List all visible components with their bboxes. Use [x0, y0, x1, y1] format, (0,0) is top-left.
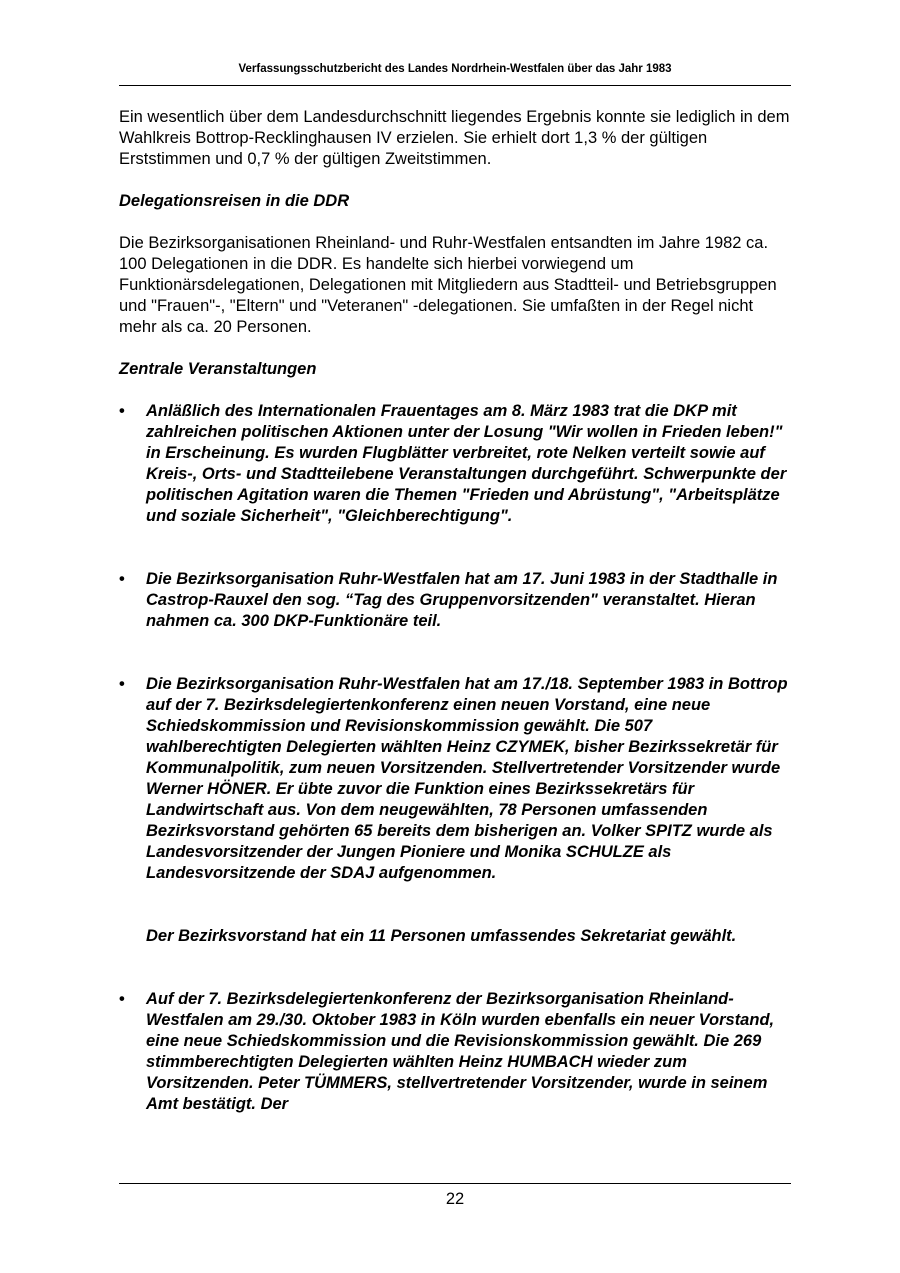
bullet-marker: •: [119, 675, 125, 693]
list-item: [119, 401, 791, 527]
list-item: [119, 569, 791, 632]
list-item: [119, 989, 791, 1115]
bullet-marker: •: [119, 570, 125, 588]
bullet-marker: •: [119, 990, 125, 1008]
delegationsreisen-paragraph: Die Bezirksorganisationen Rheinland- und Ruhr-Westfalen entsandten im Jahre 1982 ca. 100 Delegationen in die DDR. Es handelte sich hierbei vorwiegend um Funktionärsdelegationen, Delegationen mit Mitgliedern aus Stadtteil- und Betriebsgruppen und "Frauen"-, "Eltern" und "Veteranen" -delegationen. Sie umfaßten in der Regel nicht mehr als ca. 20 Personen.: [119, 234, 777, 336]
footer-divider: [119, 1183, 791, 1184]
bullet-text: Anläßlich des Internationalen Frauentages am 8. März 1983 trat die DKP mit zahlreichen politischen Aktionen unter der Losung "Wir wollen in Frieden leben!" in Erscheinung. Es wurden Flugblätter verbreitet, rote Nelken verteilt sowie auf Kreis-, Orts- und Stadtteilebene Veranstaltungen durchgeführt. Schwerpunkte der politischen Agitation waren die Themen "Frieden und Abrüstung", "Arbeitsplätze und soziale Sicherheit", "Gleichberechtigung".: [146, 402, 787, 525]
page-content: [119, 107, 791, 1115]
bullet-text: Die Bezirksorganisation Ruhr-Westfalen hat am 17. Juni 1983 in der Stadthalle in Castrop-Rauxel den sog. “Tag des Gruppenvorsitzenden" veranstaltet. Hieran nahmen ca. 300 DKP-Funktionäre teil.: [146, 570, 778, 630]
running-header: Verfassungsschutzbericht des Landes Nordrhein-Westfalen über das Jahr 1983: [238, 63, 672, 75]
section-heading-delegationsreisen: Delegationsreisen in die DDR: [119, 192, 350, 210]
intro-paragraph: Ein wesentlich über dem Landesdurchschnitt liegendes Ergebnis konnte sie lediglich in dem Wahlkreis Bottrop-Recklinghausen IV erzielen. Sie erhielt dort 1,3 % der gültigen Erststimmen und 0,7 % der gültigen Zweitstimmen.: [119, 108, 790, 168]
bullet-text: Auf der 7. Bezirksdelegiertenkonferenz der Bezirksorganisation Rheinland-Westfalen am 29./30. Oktober 1983 in Köln wurden ebenfalls ein neuer Vorstand, eine neue Schiedskommission und die Revisionskommission gewählt. Die 269 stimmberechtigten Delegierten wählten Heinz HUMBACH wieder zum Vorsitzenden. Peter TÜMMERS, stellvertretender Vorsitzender, wurde in seinem Amt bestätigt. Der: [146, 990, 775, 1113]
list-item: [119, 674, 791, 884]
page-number: 22: [445, 1190, 465, 1208]
bullet-text: Die Bezirksorganisation Ruhr-Westfalen hat am 17./18. September 1983 in Bottrop auf der 7. Bezirksdelegiertenkonferenz einen neuen Vorstand, eine neue Schiedskommission und Revisionskommission gewählt. Die 507 wahlberechtigten Delegierten wählten Heinz CZYMEK, bisher Bezirkssekretär für Kommunalpolitik, zum neuen Vorsitzenden. Stellvertretender Vorsitzender wurde Werner HÖNER. Er übte zuvor die Funktion eines Bezirkssekretärs für Landwirtschaft aus. Von dem neugewählten, 78 Personen umfassenden Bezirksvorstand gehörten 65 bereits dem bisherigen an. Volker SPITZ wurde als Landesvorsitzender der Jungen Pioniere und Monika SCHULZE als Landesvorsitzende der SDAJ aufgenommen.: [146, 675, 788, 882]
bullet-marker: •: [119, 402, 125, 420]
header-divider: [119, 85, 791, 86]
section-heading-veranstaltungen: Zentrale Veranstaltungen: [119, 360, 317, 378]
sekretariat-paragraph: Der Bezirksvorstand hat ein 11 Personen umfassendes Sekretariat gewählt.: [146, 927, 737, 945]
